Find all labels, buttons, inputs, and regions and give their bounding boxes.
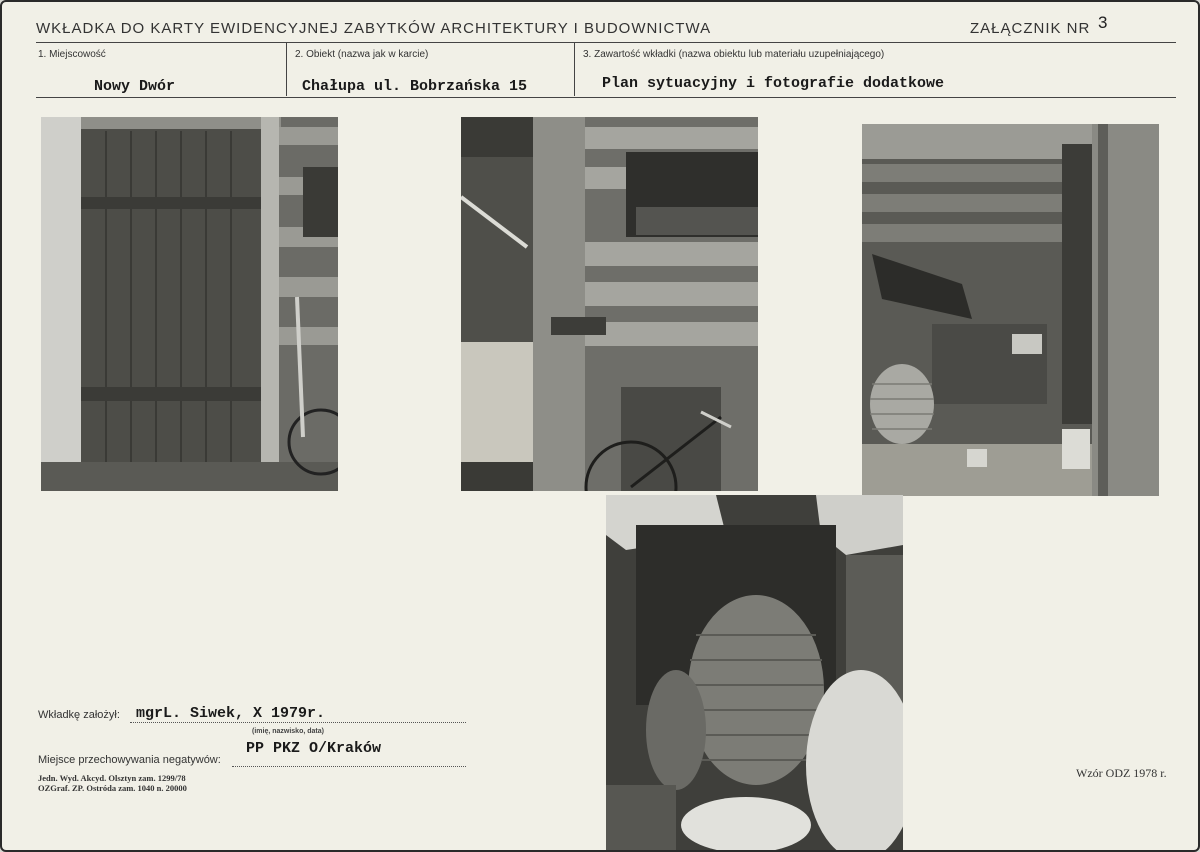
fields-rule (36, 97, 1176, 98)
photo-interior-storage (862, 124, 1159, 496)
photo-wicker-baskets (606, 495, 903, 850)
negatives-label: Miejsce przechowywania negatywów: (38, 754, 221, 766)
model-label: Wzór ODZ 1978 r. (1076, 766, 1167, 780)
contents-label: 3. Zawartość wkładki (nazwa obiektu lub materiału uzupełniającego) (583, 49, 885, 60)
negatives-value: PP PKZ O/Kraków (246, 740, 382, 757)
annex-number: 3 (1098, 13, 1108, 32)
locality-label: 1. Miejscowość (38, 49, 106, 60)
contents-value: Plan sytuacyjny i fotografie dodatkowe (602, 75, 945, 92)
created-by-label: Wkładkę założył: (38, 709, 120, 721)
annex-label: ZAŁĄCZNIK NR (970, 20, 1091, 37)
created-by-line (130, 722, 466, 723)
field-divider-2 (574, 43, 575, 96)
object-label: 2. Obiekt (nazwa jak w karcie) (295, 49, 429, 60)
locality-value: Nowy Dwór (94, 78, 176, 95)
print-info-2: OZGraf. ZP. Ostróda zam. 1040 n. 20000 (38, 783, 187, 793)
created-by-sub: (imię, nazwisko, data) (252, 728, 324, 735)
photo-doorway-bicycle (461, 117, 758, 491)
card-title: WKŁADKA DO KARTY EWIDENCYJNEJ ZABYTKÓW ARCHITEKTURY I BUDOWNICTWA (36, 20, 712, 37)
print-info-1: Jedn. Wyd. Akcyd. Olsztyn zam. 1299/78 (38, 773, 186, 783)
field-divider-1 (286, 43, 287, 96)
header-rule (36, 42, 1176, 43)
photo-barn-door (41, 117, 338, 491)
negatives-line (232, 766, 466, 767)
object-value: Chałupa ul. Bobrzańska 15 (302, 78, 528, 95)
created-by-value: mgrL. Siwek, X 1979r. (136, 705, 326, 722)
